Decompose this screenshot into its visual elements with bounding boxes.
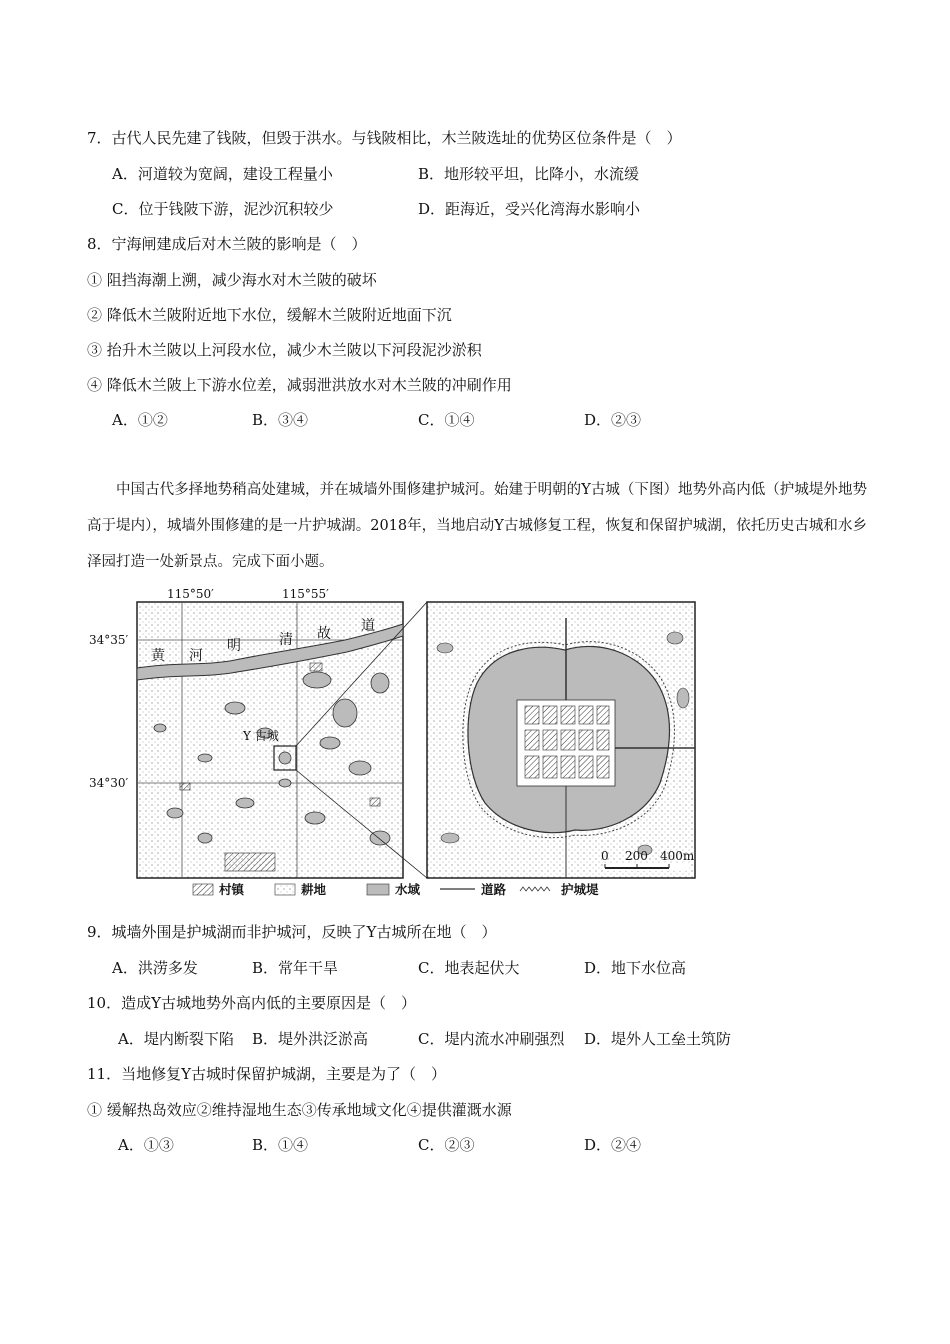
river-char-5: 故: [317, 626, 331, 642]
longitude-label-1: 115°50′: [167, 588, 214, 601]
scale-end: 400m: [660, 849, 695, 863]
legend-dike: 护城堤: [561, 882, 599, 897]
city-detail-map: [427, 602, 695, 878]
q11-option-d: D．②④: [584, 1136, 642, 1154]
river-char-2: 河: [189, 648, 203, 664]
city-label: Y 古城: [243, 729, 279, 743]
q8-option-d: D．②③: [584, 411, 642, 429]
legend-water: 水域: [395, 882, 421, 897]
map-figure: [85, 588, 705, 908]
longitude-label-2: 115°55′: [282, 588, 329, 601]
legend-road: 道路: [481, 882, 507, 897]
legend-dike-swatch: [520, 887, 550, 891]
q7-option-a: A．河道较为宽阔，建设工程量小: [112, 165, 333, 183]
q10-option-a: A．堤内断裂下陷: [118, 1030, 234, 1048]
q10-option-b: B．堤外洪泛淤高: [252, 1030, 369, 1048]
q10-option-d: D．堤外人工垒土筑防: [584, 1030, 732, 1048]
q8-statement-3: ③ 抬升木兰陂以上河段水位，减少木兰陂以下河段泥沙淤积: [87, 341, 482, 359]
legend-farmland: 耕地: [301, 882, 327, 897]
legend-farmland-swatch: [275, 884, 295, 895]
q11-stem: 11．当地修复Y古城时保留护城湖，主要是为了（ ）: [87, 1065, 446, 1083]
q9-option-b: B．常年干旱: [252, 959, 339, 977]
river-char-3: 明: [227, 638, 241, 654]
q10-option-c: C．堤内流水冲刷强烈: [418, 1030, 565, 1048]
regional-map: [89, 588, 427, 878]
q8-statement-1: ① 阻挡海潮上溯，减少海水对木兰陂的破坏: [87, 271, 377, 289]
q8-statement-2: ② 降低木兰陂附近地下水位，缓解木兰陂附近地面下沉: [87, 306, 452, 324]
q11-option-c: C．②③: [418, 1136, 475, 1154]
scale-mid: 200: [625, 849, 648, 863]
q8-option-a: A．①②: [112, 411, 168, 429]
q7-stem: 7．古代人民先建了钱陂，但毁于洪水。与钱陂相比，木兰陂选址的优势区位条件是（ ）: [87, 129, 682, 147]
scale-zero: 0: [601, 849, 609, 863]
passage: [87, 472, 867, 580]
river-char-6: 道: [361, 618, 375, 634]
legend-village: 村镇: [219, 882, 245, 897]
map-legend: [193, 882, 599, 897]
q7-option-c: C．位于钱陂下游，泥沙沉积较少: [112, 200, 334, 218]
river-char-1: 黄: [151, 648, 165, 664]
q11-option-a: A．①③: [118, 1136, 174, 1154]
passage-text: 中国古代多择地势稍高处建城，并在城墙外围修建护城河。始建于明朝的Y古城（下图）地势外高内低（护城堤外地势高于堤内），城墙外围修建的是一片护城湖。2018年，当地启动Y古城修复工程，恢复和保留护城湖，依托历史古城和水乡泽园打造一处新景点。完成下面小题。: [87, 482, 867, 570]
q9-option-d: D．地下水位高: [584, 959, 687, 977]
q8-stem: 8．宁海闸建成后对木兰陂的影响是（ ）: [87, 235, 367, 253]
q10-stem: 10．造成Y古城地势外高内低的主要原因是（ ）: [87, 994, 416, 1012]
latitude-label-2: 34°30′: [89, 776, 129, 790]
latitude-label-1: 34°35′: [89, 633, 129, 647]
legend-village-swatch: [193, 884, 213, 895]
q11-option-b: B．①④: [252, 1136, 309, 1154]
q7-option-b: B．地形较平坦，比降小，水流缓: [418, 165, 640, 183]
q11-items: ① 缓解热岛效应②维持湿地生态③传承地域文化④提供灌溉水源: [87, 1101, 512, 1119]
q9-stem: 9．城墙外围是护城湖而非护城河，反映了Y古城所在地（ ）: [87, 923, 497, 941]
q8-option-b: B．③④: [252, 411, 309, 429]
legend-water-swatch: [367, 884, 389, 895]
q9-option-a: A．洪涝多发: [112, 959, 198, 977]
q8-statement-4: ④ 降低木兰陂上下游水位差，减弱泄洪放水对木兰陂的冲刷作用: [87, 376, 512, 394]
q7-option-d: D．距海近，受兴化湾海水影响小: [418, 200, 641, 218]
q9-option-c: C．地表起伏大: [418, 959, 520, 977]
q8-option-c: C．①④: [418, 411, 475, 429]
river-char-4: 清: [279, 632, 293, 648]
